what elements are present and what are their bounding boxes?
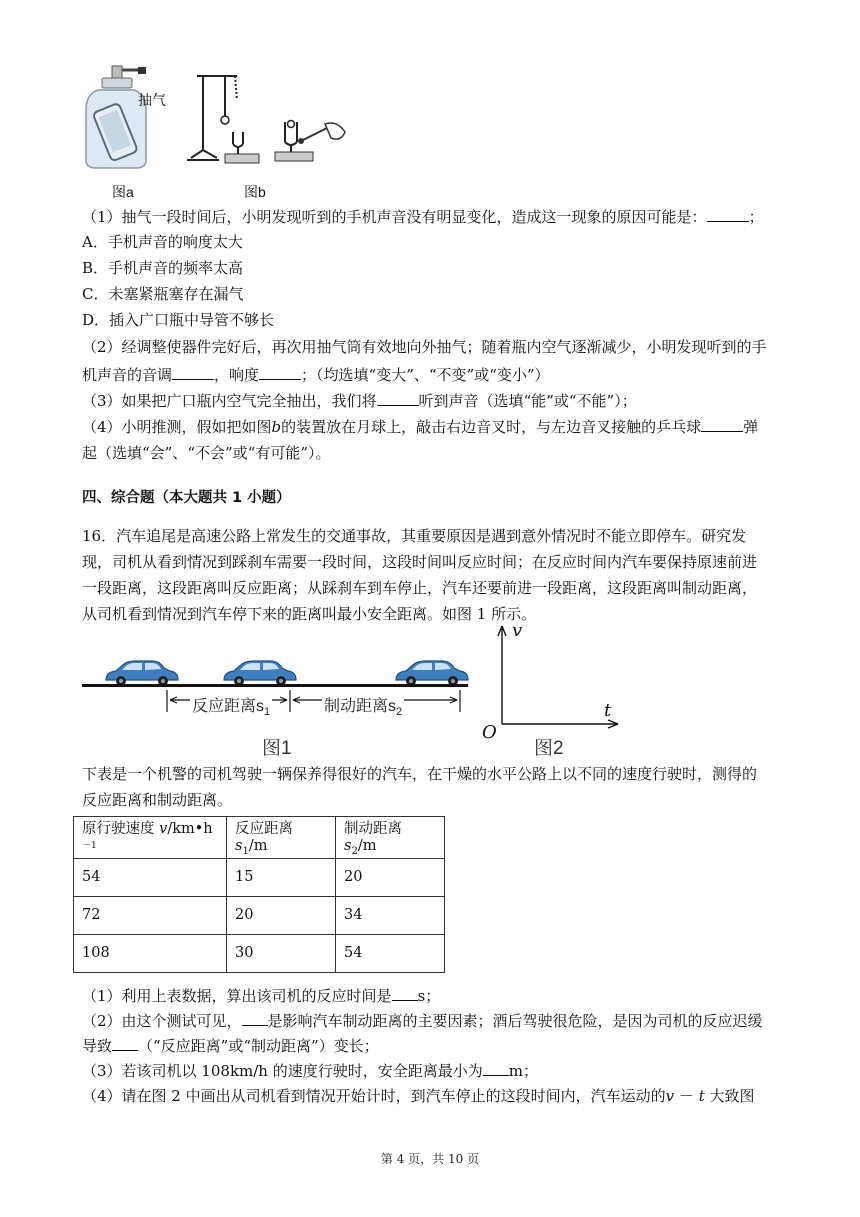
axis-v-label: v <box>512 620 523 641</box>
air-pump-label: 抽气 <box>138 92 166 108</box>
table-row <box>74 896 445 934</box>
cell-reaction: 30 <box>227 934 336 972</box>
cell-reaction: 15 <box>227 858 336 896</box>
figure-2-caption: 图2 <box>534 738 564 759</box>
header-speed: 原行驶速度 $v/km•h^{-1}$ <box>74 817 227 859</box>
q16-sub4: （4）请在图 2 中画出从司机看到情况开始计时，到汽车停止的这段时间内，汽车运动的v － t 大致图 <box>82 1087 755 1105</box>
cell-speed: 54 <box>74 858 227 896</box>
q16-intro-line1: 16．汽车追尾是高速公路上常发生的交通事故，其重要原因是遇到意外情况时不能立即停车。研究发 <box>82 527 747 545</box>
table-intro-line1: 下表是一个机警的司机驾驶一辆保养得很好的汽车，在干燥的水平公路上以不同的速度行驶时，测得的 <box>82 765 758 783</box>
q16-sub2-line1: （2）由这个测试可见， 是影响汽车制动距离的主要因素；酒后驾驶很危险，是因为司机的反应迟缓 <box>82 1012 763 1030</box>
cell-braking: 34 <box>336 896 445 934</box>
reaction-distance-label: 反应距离$s_1$ <box>190 693 272 718</box>
answer-blank[interactable] <box>707 206 749 222</box>
cell-braking: 20 <box>336 858 445 896</box>
option-c: C．未塞紧瓶塞存在漏气 <box>82 285 244 303</box>
q15-part2-line2: 机声音的音调 ，响度 ；（均选填“变大”、“不变”或“变小”） <box>82 366 550 384</box>
answer-blank[interactable] <box>377 390 419 406</box>
table-row <box>74 858 445 896</box>
answer-blank[interactable] <box>172 364 214 380</box>
answer-blank[interactable] <box>392 985 418 1001</box>
figure-1-stopping-distance-diagram <box>82 650 472 712</box>
header-reaction-distance: 反应距离 $s_1/m$ <box>227 817 336 859</box>
q16-sub3: （3）若该司机以 108km/h 的速度行驶时，安全距离最小为 m； <box>82 1062 538 1080</box>
table-row <box>74 934 445 972</box>
answer-blank[interactable] <box>242 1010 268 1026</box>
table-header-row <box>74 817 445 859</box>
figure-a-caption: 图a <box>112 184 134 200</box>
figure-b-tuning-fork-diagram <box>185 70 350 170</box>
option-a: A．手机声音的响度太大 <box>82 233 243 251</box>
figure-1-caption: 图1 <box>262 738 292 759</box>
q15-part4-line2: 起（选填“会”、“不会”或“有可能”）。 <box>82 444 331 462</box>
option-d: D．插入广口瓶中导管不够长 <box>82 311 275 329</box>
speed-distance-table <box>73 816 445 973</box>
figure-b-caption: 图b <box>244 184 266 200</box>
q16-sub2-line2: 导致 （“反应距离”或“制动距离”）变长； <box>82 1037 379 1055</box>
answer-blank[interactable] <box>112 1035 138 1051</box>
q15-part2-line1: （2）经调整使器件完好后，再次用抽气筒有效地向外抽气；随着瓶内空气逐渐减少，小明发现听到的手 <box>82 338 767 356</box>
q15-part3: （3）如果把广口瓶内空气完全抽出，我们将 听到声音（选填“能”或“不能”）； <box>82 392 637 410</box>
q16-intro-line2: 现，司机从看到情况到踩刹车需要一段时间，这段时间叫反应时间；在反应时间内汽车要保持原速前进 <box>82 553 758 571</box>
page-number: 第 4 页，共 10 页 <box>380 1152 480 1166</box>
q15-part1: （1）抽气一段时间后，小明发现听到的手机声音没有明显变化，造成这一现象的原因可能是： ； <box>82 208 764 226</box>
axis-origin-label: O <box>482 722 497 743</box>
cell-speed: 108 <box>74 934 227 972</box>
cell-speed: 72 <box>74 896 227 934</box>
q16-intro-line3: 一段距离，这段距离叫反应距离；从踩刹车到车停止，汽车还要前进一段距离，这段距离叫制动距离， <box>82 579 758 597</box>
answer-blank[interactable] <box>701 416 743 432</box>
axis-t-label: t <box>604 700 612 721</box>
braking-distance-label: 制动距离$s_2$ <box>322 693 404 718</box>
cell-reaction: 20 <box>227 896 336 934</box>
figure-a-bottle-diagram <box>78 64 178 172</box>
answer-blank[interactable] <box>483 1060 509 1076</box>
q16-intro-line4: 从司机看到情况到汽车停下来的距离叫最小安全距离。如图 1 所示。 <box>82 605 537 623</box>
header-braking-distance: 制动距离 $s_2/m$ <box>336 817 445 859</box>
option-b: B．手机声音的频率太高 <box>82 259 244 277</box>
q15-part4-line1: （4）小明推测，假如把如图b的装置放在月球上，敲击右边音叉时，与左边音叉接触的乒乓球 弹 <box>82 418 759 436</box>
cell-braking: 54 <box>336 934 445 972</box>
q16-sub1: （1）利用上表数据，算出该司机的反应时间是 s； <box>82 987 441 1005</box>
table-intro-line2: 反应距离和制动距离。 <box>82 791 233 809</box>
section-heading: 四、综合题（本大题共 1 小题） <box>82 490 291 506</box>
answer-blank[interactable] <box>259 364 301 380</box>
